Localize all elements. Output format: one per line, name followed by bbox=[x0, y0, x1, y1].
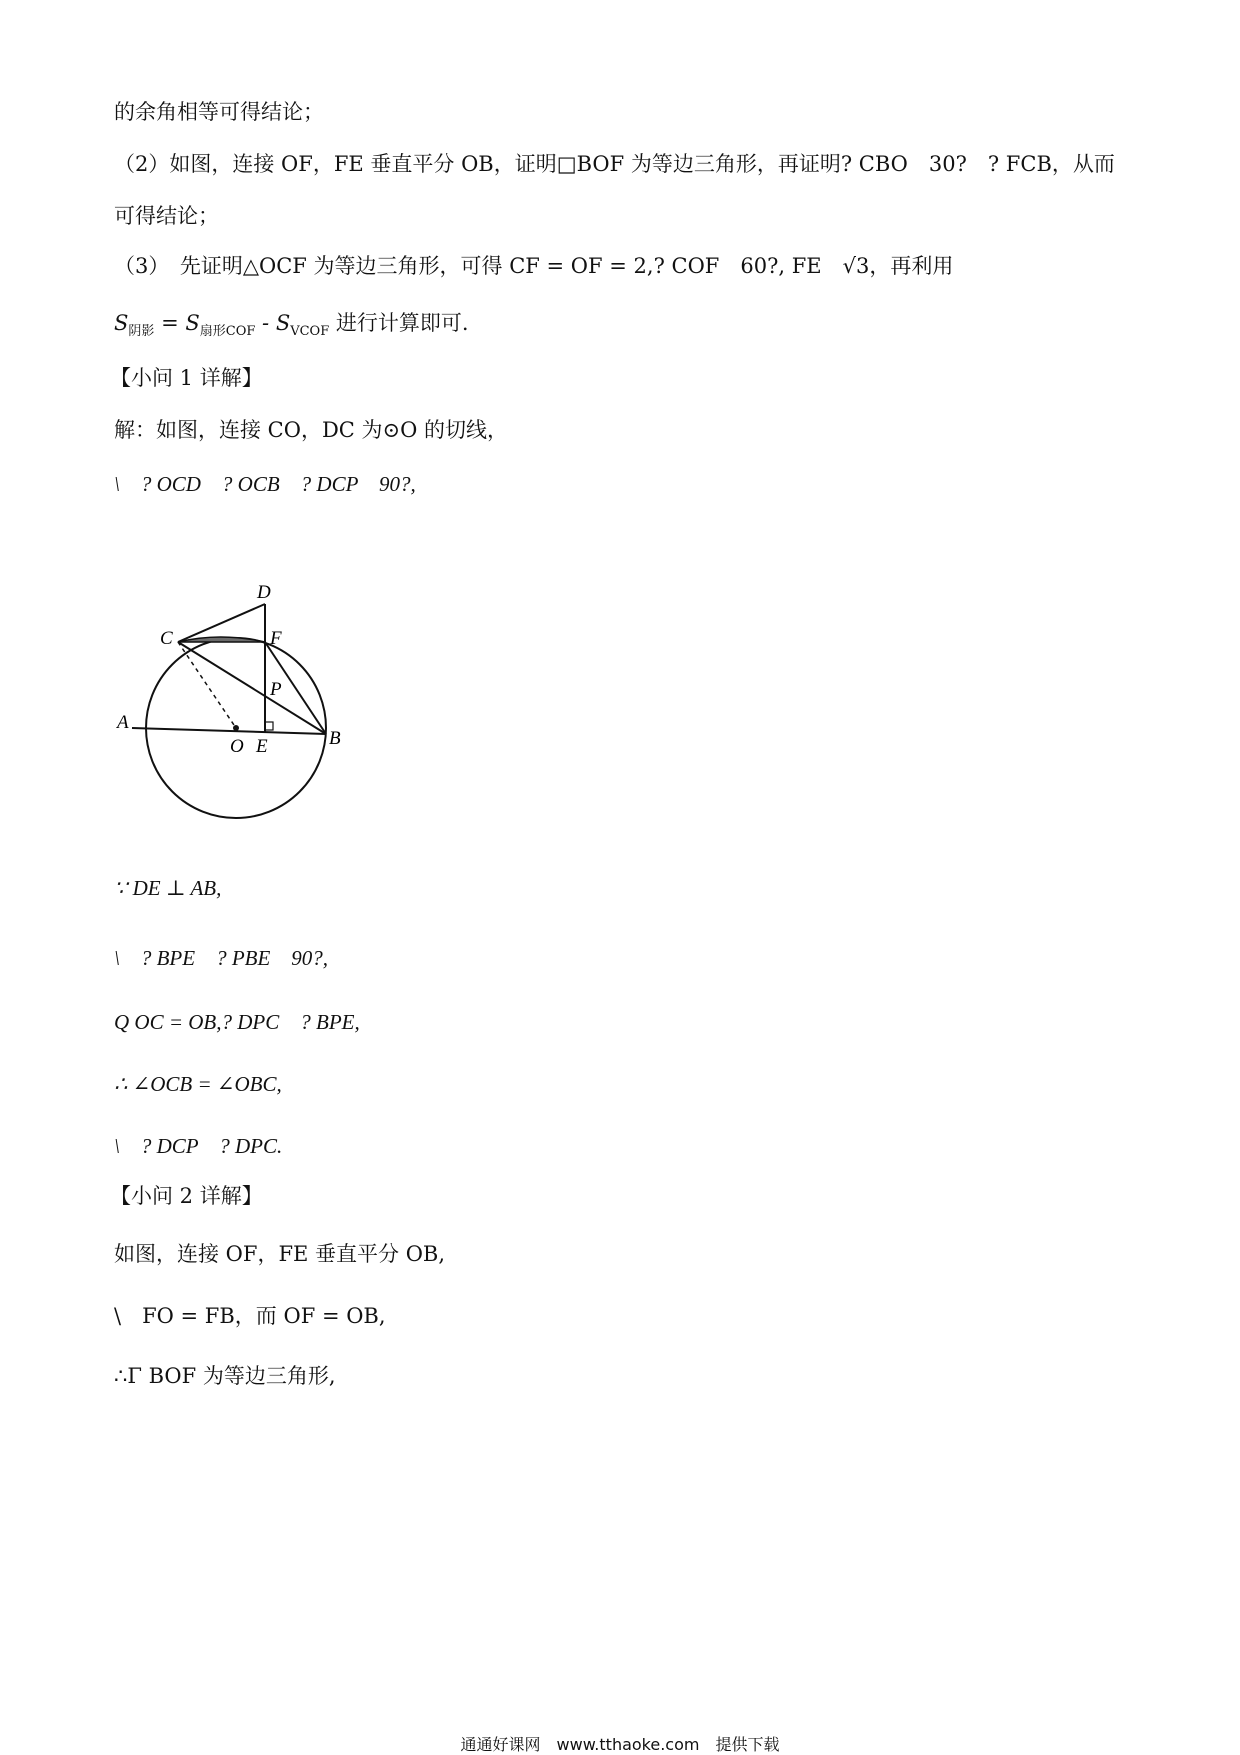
segment-co-dashed bbox=[178, 642, 236, 728]
label-f: F bbox=[270, 628, 282, 649]
text-line-15: ∴Γ BOF 为等边三角形, bbox=[114, 1364, 336, 1388]
formula-tail: 进行计算即可. bbox=[329, 311, 469, 335]
segment-ab bbox=[132, 728, 326, 734]
right-angle-mark bbox=[265, 722, 273, 730]
section-heading-1: 【小问 1 详解】 bbox=[110, 366, 263, 390]
label-o: O bbox=[230, 736, 244, 757]
text-line-10: Q OC = OB,? DPC ? BPE, bbox=[114, 1010, 360, 1034]
page-footer: 通通好课网 www.tthaoke.com 提供下载 bbox=[460, 1735, 780, 1754]
text-line-6: 解：如图，连接 CO，DC 为⊙O 的切线， bbox=[114, 418, 509, 442]
label-a: A bbox=[117, 712, 129, 733]
label-p: P bbox=[270, 679, 282, 700]
formula-sub-triangle: VCOF bbox=[290, 324, 330, 339]
label-e: E bbox=[256, 736, 268, 757]
text-line-13: 如图，连接 OF，FE 垂直平分 OB, bbox=[114, 1242, 446, 1266]
formula-sub-shadow: 阴影 bbox=[128, 324, 155, 339]
label-d: D bbox=[257, 582, 271, 603]
formula-s-shadow: S bbox=[114, 311, 129, 335]
text-line-2: （2）如图，连接 OF，FE 垂直平分 OB，证明□BOF 为等边三角形，再证明? CBO 30? ? FCB，从而 bbox=[114, 152, 1115, 176]
text-line-3: 可得结论； bbox=[114, 204, 219, 228]
center-dot bbox=[233, 725, 239, 731]
text-line-1: 的余角相等可得结论； bbox=[114, 100, 324, 124]
shaded-segment bbox=[178, 637, 265, 642]
text-line-12: \ ? DCP ? DPC. bbox=[114, 1134, 283, 1158]
text-line-4: （3） 先证明△OCF 为等边三角形，可得 CF = OF = 2,? COF 60?, FE √3，再利用 bbox=[114, 254, 954, 278]
label-c: C bbox=[160, 628, 173, 649]
text-line-7: \ ? OCD ? OCB ? DCP 90?, bbox=[114, 472, 416, 496]
text-line-14: \ FO = FB，而 OF = OB, bbox=[114, 1304, 386, 1328]
text-line-11: ∴ ∠OCB = ∠OBC, bbox=[114, 1072, 282, 1096]
label-b: B bbox=[329, 728, 341, 749]
section-heading-2: 【小问 2 详解】 bbox=[110, 1184, 263, 1208]
area-formula bbox=[114, 307, 469, 339]
formula-s-triangle: - S bbox=[255, 311, 291, 335]
text-line-9: \ ? BPE ? PBE 90?, bbox=[114, 946, 329, 970]
formula-sub-sector: 扇形COF bbox=[199, 324, 256, 339]
text-line-8: ∵ DE ⊥ AB, bbox=[114, 876, 222, 900]
formula-s-sector: = S bbox=[154, 311, 200, 335]
segment-cb bbox=[178, 642, 326, 734]
geometry-figure bbox=[117, 582, 370, 827]
